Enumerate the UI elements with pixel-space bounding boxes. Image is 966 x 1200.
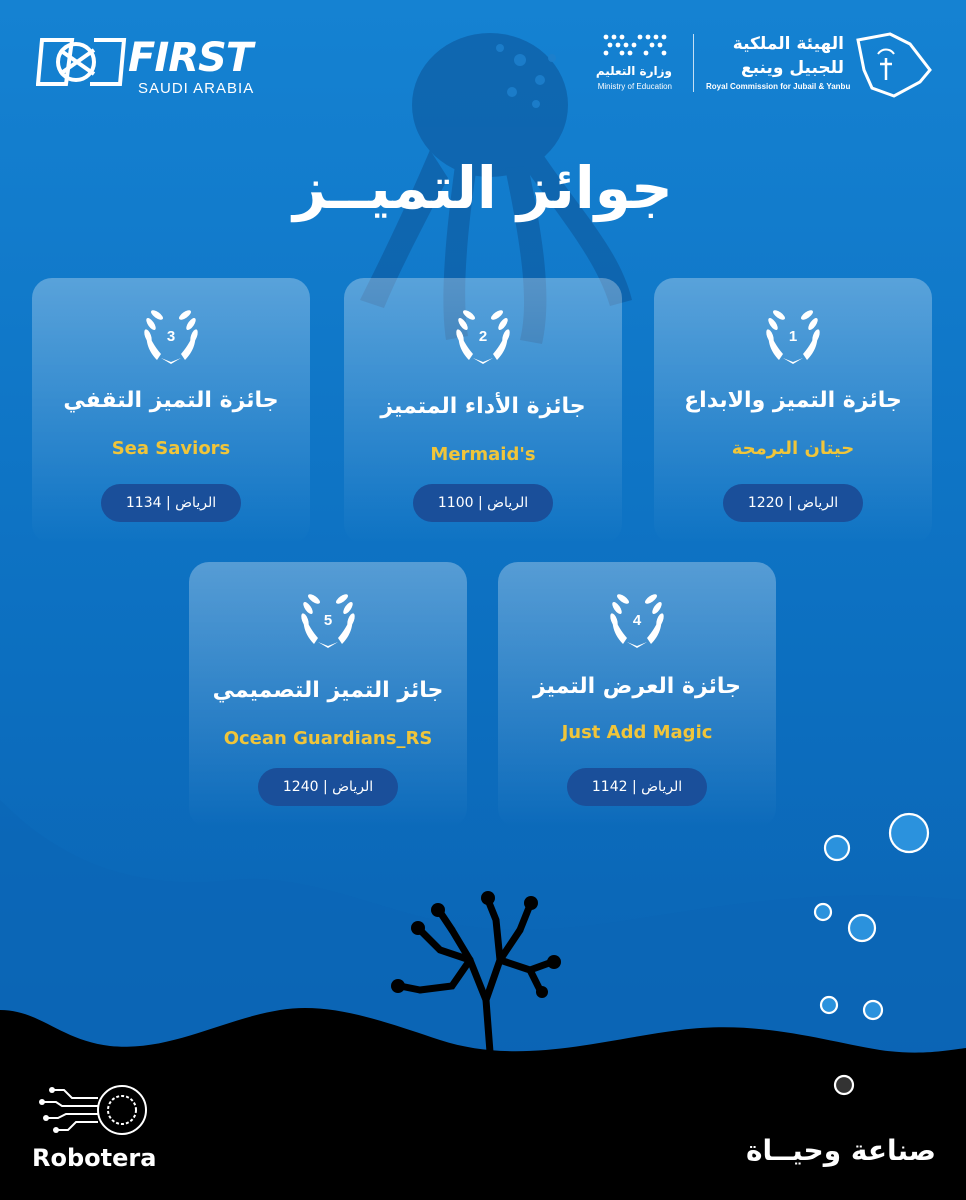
team-location-badge: الرياض | 1100 [413,484,553,522]
rc-arabic-line-1: الهيئة الملكية [732,34,844,54]
team-name: Ocean Guardians_RS [223,728,433,749]
award-card-4 [498,562,776,828]
award-card-5 [189,562,467,828]
saudi-map-emblem-icon [850,30,936,100]
first-logo-subtitle: SAUDI ARABIA [138,80,255,97]
team-location-badge: الرياض | 1134 [101,484,241,522]
rc-english-name: Royal Commission for Jubail & Yanbu [706,82,851,91]
robotera-circuit-icon [32,1078,152,1140]
rc-arabic-line-2: للجبيل وينبع [741,58,844,78]
award-rank: 1 [788,328,798,345]
team-location-badge: الرياض | 1220 [723,484,863,522]
robotera-logo [32,1078,182,1174]
tagline: صناعة وحيــاة [745,1134,936,1167]
award-rank: 4 [632,612,642,629]
logo-divider [693,34,694,92]
award-name: جائزة العرض التميز [532,674,742,699]
team-location-badge: الرياض | 1240 [258,768,398,806]
team-name: حيتان البرمجة [731,438,855,459]
moe-english-name: Ministry of Education [597,82,672,91]
first-mark-icon [36,34,128,90]
award-card-3 [32,278,310,544]
award-name: جائزة الأداء المتميز [380,394,586,419]
moe-arabic-name: وزارة التعليم [595,64,672,78]
first-logo-word: FIRST [128,35,253,81]
award-card-2 [344,278,622,544]
team-name: Just Add Magic [561,722,713,743]
page-title: جوائز التميــز [293,154,673,222]
robotera-wordmark: Robotera [32,1144,157,1172]
moe-dots-icon [600,32,672,58]
award-rank: 3 [166,328,176,345]
award-name: جائزة التميز التقفي [63,388,279,413]
award-name: جائزة التميز والابداع [684,388,902,413]
first-saudi-arabia-logo [36,34,256,100]
award-name: جائز التميز التصميمي [212,678,444,703]
royal-commission-logo [700,30,936,98]
team-location-badge: الرياض | 1142 [567,768,707,806]
award-card-1 [654,278,932,544]
award-rank: 5 [323,612,333,629]
ministry-of-education-logo [596,32,678,94]
award-rank: 2 [478,328,488,345]
team-name: Mermaid's [430,444,536,465]
team-name: Sea Saviors [111,438,231,459]
